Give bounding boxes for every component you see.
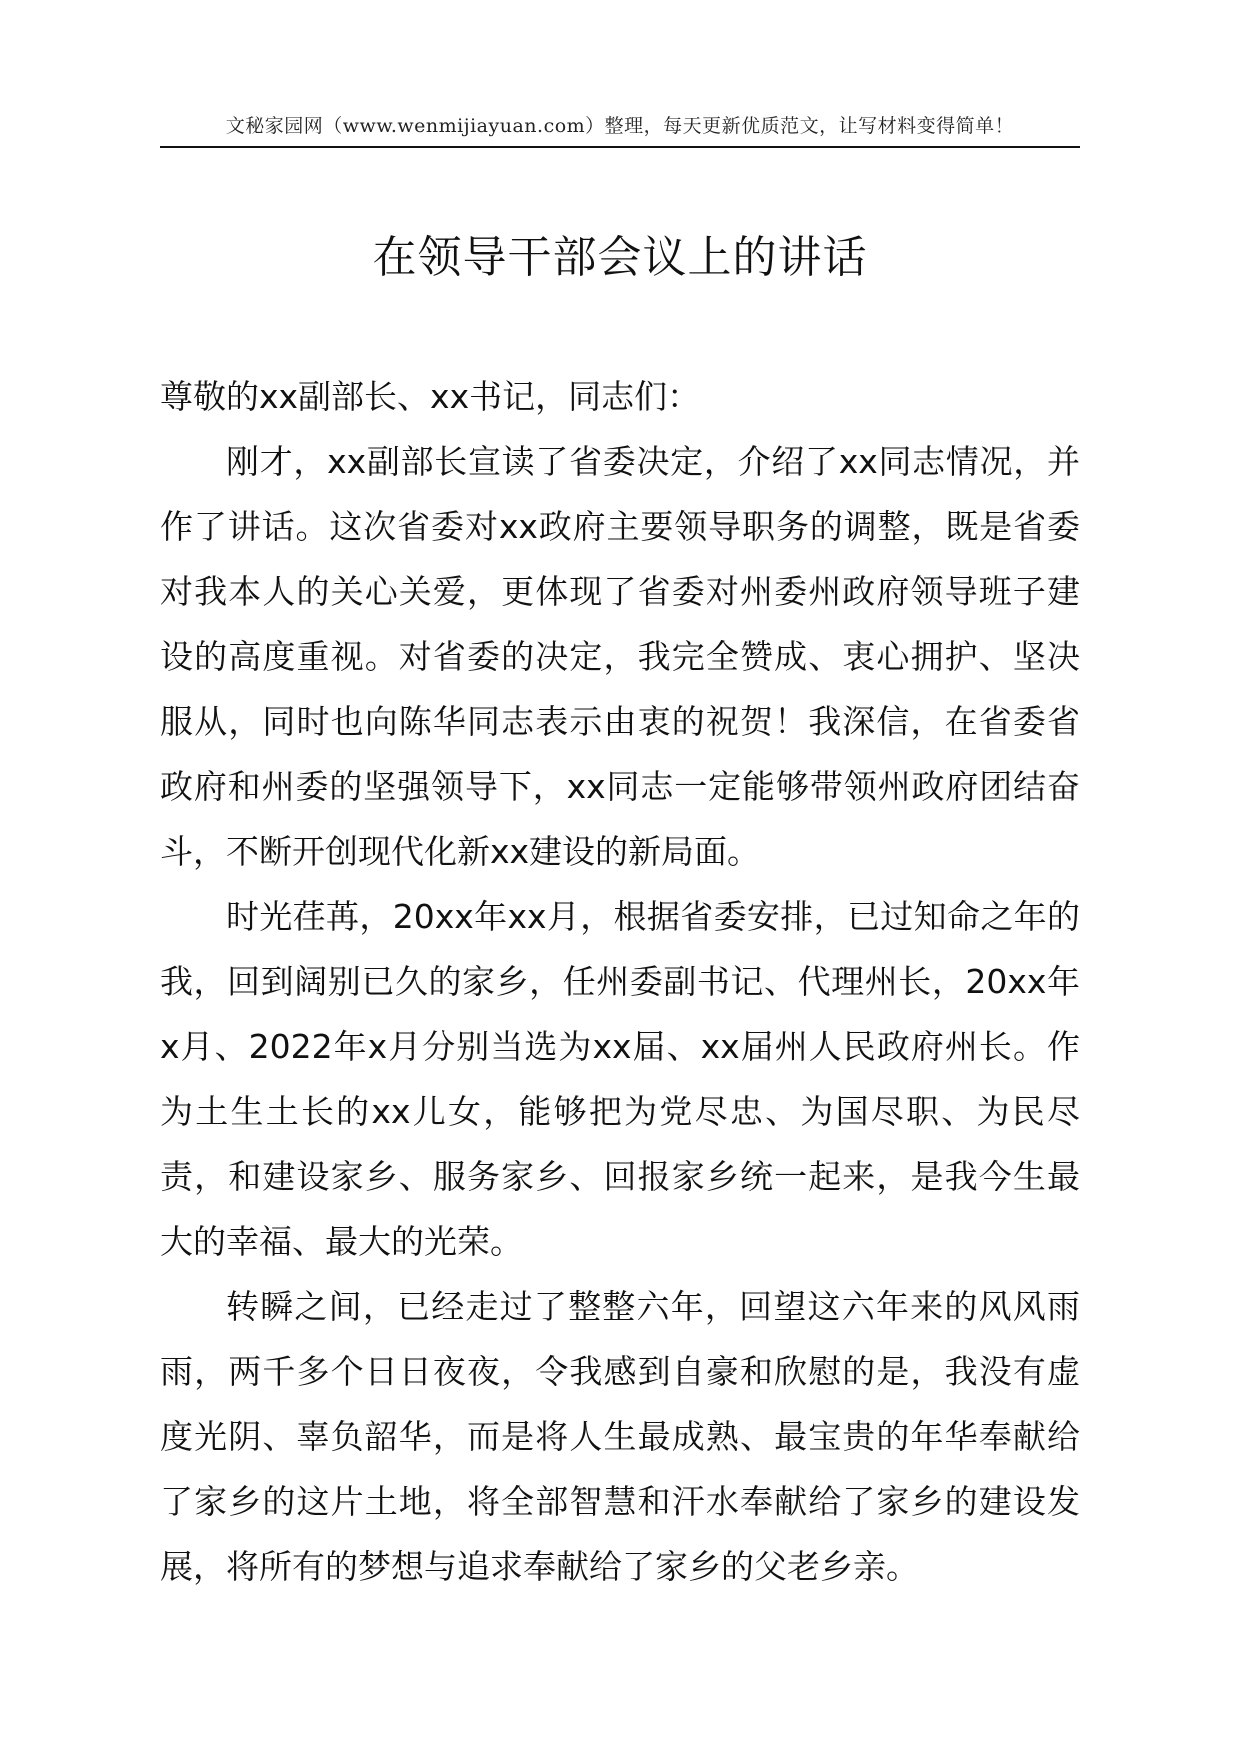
header-divider [160,146,1080,148]
paragraph-1: 刚才，xx副部长宣读了省委决定，介绍了xx同志情况，并作了讲话。这次省委对xx政府主要领导职务的调整，既是省委对我本人的关心关爱，更体现了省委对州委州政府领导班子建设的高度重视。对省委的决定，我完全赞成、衷心拥护、坚决服从，同时也向陈华同志表示由衷的祝贺！我深信，在省委省政府和州委的坚强领导下，xx同志一定能够带领州政府团结奋斗，不断开创现代化新xx建设的新局面。 [160,442,1080,871]
paragraph-2: 时光荏苒，20xx年xx月，根据省委安排，已过知命之年的我，回到阔别已久的家乡，任州委副书记、代理州长，20xx年x月、2022年x月分别当选为xx届、xx届州人民政府州长。作为土生土长的xx儿女，能够把为党尽忠、为国尽职、为民尽责，和建设家乡、服务家乡、回报家乡统一起来，是我今生最大的幸福、最大的光荣。 [160,897,1080,1261]
paragraph-3: 转瞬之间，已经走过了整整六年，回望这六年来的风风雨雨，两千多个日日夜夜，令我感到自豪和欣慰的是，我没有虚度光阴、辜负韶华，而是将人生最成熟、最宝贵的年华奉献给了家乡的这片土地，将全部智慧和汗水奉献给了家乡的建设发展，将所有的梦想与追求奉献给了家乡的父老乡亲。 [160,1287,1080,1586]
salutation: 尊敬的xx副部长、xx书记，同志们： [160,377,701,416]
document-body [160,364,1080,1599]
document-title: 在领导干部会议上的讲话 [372,232,868,283]
page-header: 文秘家园网（www.wenmijiayuan.com）整理，每天更新优质范文，让写材料变得简单！ [225,115,1015,137]
